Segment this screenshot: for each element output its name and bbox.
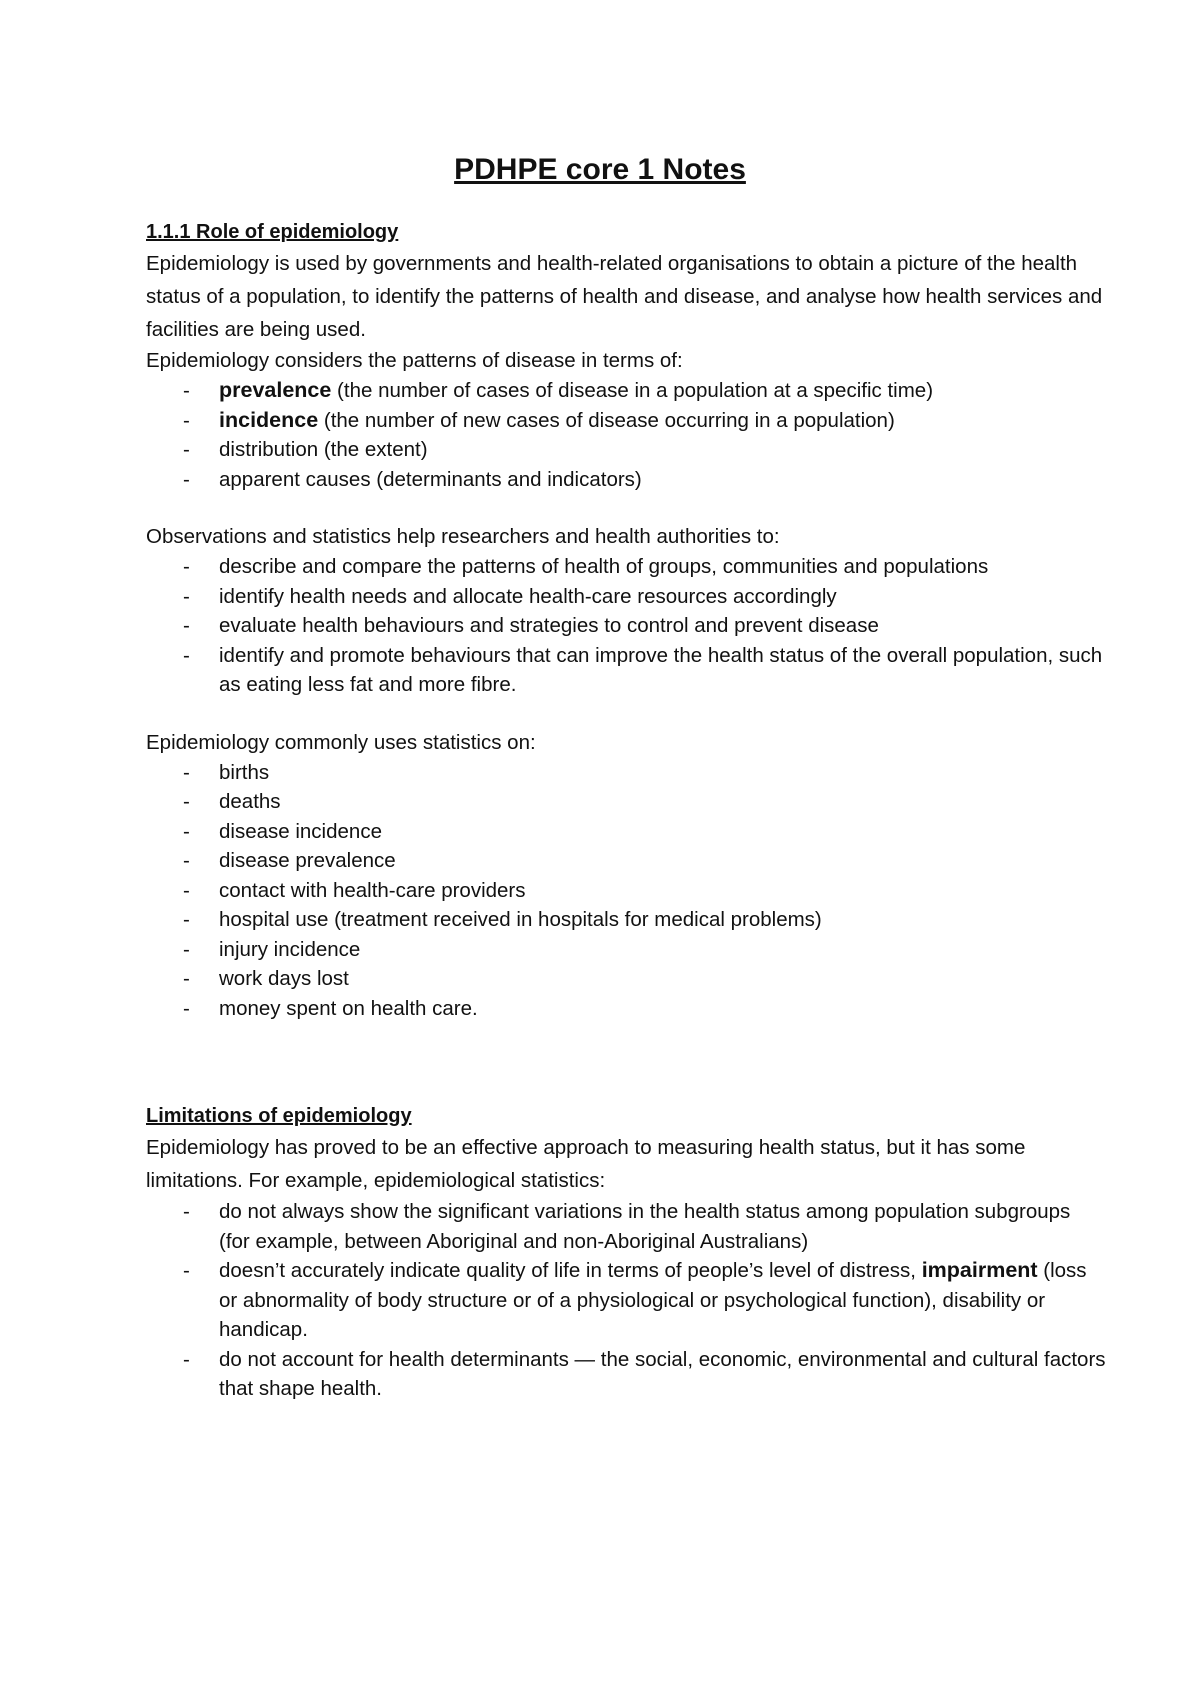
patterns-intro: Epidemiology considers the patterns of disease in terms of: <box>146 349 683 372</box>
statistics-intro: Epidemiology commonly uses statistics on: <box>146 730 536 754</box>
bullet-dash: - <box>183 1200 190 1223</box>
bullet-dash: - <box>183 790 190 813</box>
list-item-incidence <box>146 406 1106 436</box>
list-item-text: do not always show the significant variations in the health status among population subgroups (for example, between Aboriginal and non-Aboriginal Australians) <box>219 1200 1071 1253</box>
list-item-text: disease incidence <box>219 819 382 843</box>
statistics-list <box>146 758 1106 1024</box>
patterns-list <box>146 376 1106 494</box>
incidence-definition: (the number of new cases of disease occurring in a population) <box>318 408 895 432</box>
bullet-dash: - <box>183 819 190 843</box>
list-item-text: money spent on health care. <box>219 996 478 1020</box>
item2-before-text: doesn’t accurately indicate quality of life in terms of people’s level of distress, <box>219 1259 922 1282</box>
list-item <box>146 1256 1106 1345</box>
list-item <box>146 905 1106 935</box>
list-item-causes <box>146 465 1106 495</box>
list-item-text: hospital use (treatment received in hospitals for medical problems) <box>219 908 822 931</box>
term-incidence: incidence <box>219 407 319 432</box>
limitations-intro-paragraph: Epidemiology has proved to be an effective approach to measuring health status, but it has some limitations. For example, epidemiological statistics: <box>146 1136 1026 1192</box>
list-item-text: disease prevalence <box>219 849 396 872</box>
item2-after-text: (loss or abnormality of body structure or of a physiological or psychological function), disability or handicap. <box>219 1259 1087 1341</box>
bullet-dash: - <box>183 379 190 402</box>
list-item-text: births <box>219 760 270 784</box>
section-heading-role: 1.1.1 Role of epidemiology <box>146 221 399 243</box>
bullet-dash: - <box>183 467 190 491</box>
list-item-distribution <box>146 435 1106 465</box>
list-item-text: do not account for health determinants — the social, economic, environmental and cultural factors that shape health. <box>219 1347 1106 1400</box>
bullet-dash: - <box>183 555 190 578</box>
bullet-dash: - <box>183 614 190 637</box>
list-item <box>146 641 1106 700</box>
distribution-text: distribution (the extent) <box>219 438 428 461</box>
list-item-text: work days lost <box>219 967 349 990</box>
list-item <box>146 582 1106 612</box>
list-item <box>146 787 1106 817</box>
observations-intro: Observations and statistics help researchers and health authorities to: <box>146 525 780 548</box>
bullet-dash: - <box>183 849 190 872</box>
list-item-text: injury incidence <box>219 937 361 961</box>
list-item <box>146 758 1106 788</box>
list-item <box>146 846 1106 876</box>
limitations-list <box>146 1197 1106 1404</box>
bullet-dash: - <box>183 1259 190 1282</box>
bullet-dash: - <box>183 996 190 1020</box>
section-limitations <box>146 1101 1106 1404</box>
bullet-dash: - <box>183 584 190 608</box>
list-item <box>146 1345 1106 1404</box>
bullet-dash: - <box>183 643 190 667</box>
list-item-text: contact with health-care providers <box>219 878 526 902</box>
observations-list <box>146 552 1106 700</box>
causes-text: apparent causes (determinants and indicators) <box>219 467 642 491</box>
list-item-text: describe and compare the patterns of health of groups, communities and populations <box>219 555 989 578</box>
section-heading-limitations: Limitations of epidemiology <box>146 1105 412 1127</box>
list-item <box>146 552 1106 582</box>
list-item <box>146 964 1106 994</box>
bullet-dash: - <box>183 1347 190 1371</box>
bullet-dash: - <box>183 760 190 784</box>
list-item <box>146 994 1106 1024</box>
role-intro-paragraph: Epidemiology is used by governments and health-related organisations to obtain a picture of the health status of a population, to identify the patterns of health and disease, and analyse how health services and facilities are being used. <box>146 252 1103 341</box>
page-title: PDHPE core 1 Notes <box>454 153 746 186</box>
bullet-dash: - <box>183 408 190 432</box>
bullet-dash: - <box>183 878 190 902</box>
list-item-text: identify and promote behaviours that can improve the health status of the overall population, such as eating less fat and more fibre. <box>219 643 1103 696</box>
list-item <box>146 935 1106 965</box>
list-item <box>146 611 1106 641</box>
section-role-of-epidemiology <box>146 217 1106 1023</box>
list-item-prevalence <box>146 376 1106 406</box>
bullet-dash: - <box>183 908 190 931</box>
list-item <box>146 876 1106 906</box>
list-item-text: deaths <box>219 790 281 813</box>
bullet-dash: - <box>183 967 190 990</box>
list-item-text: identify health needs and allocate health-care resources accordingly <box>219 584 837 608</box>
list-item <box>146 1197 1106 1256</box>
bullet-dash: - <box>183 937 190 961</box>
term-prevalence: prevalence <box>219 378 332 402</box>
list-item <box>146 817 1106 847</box>
prevalence-definition: (the number of cases of disease in a population at a specific time) <box>331 379 934 402</box>
list-item-text: evaluate health behaviours and strategies to control and prevent disease <box>219 614 879 637</box>
bullet-dash: - <box>183 438 190 461</box>
term-impairment: impairment <box>921 1258 1038 1282</box>
